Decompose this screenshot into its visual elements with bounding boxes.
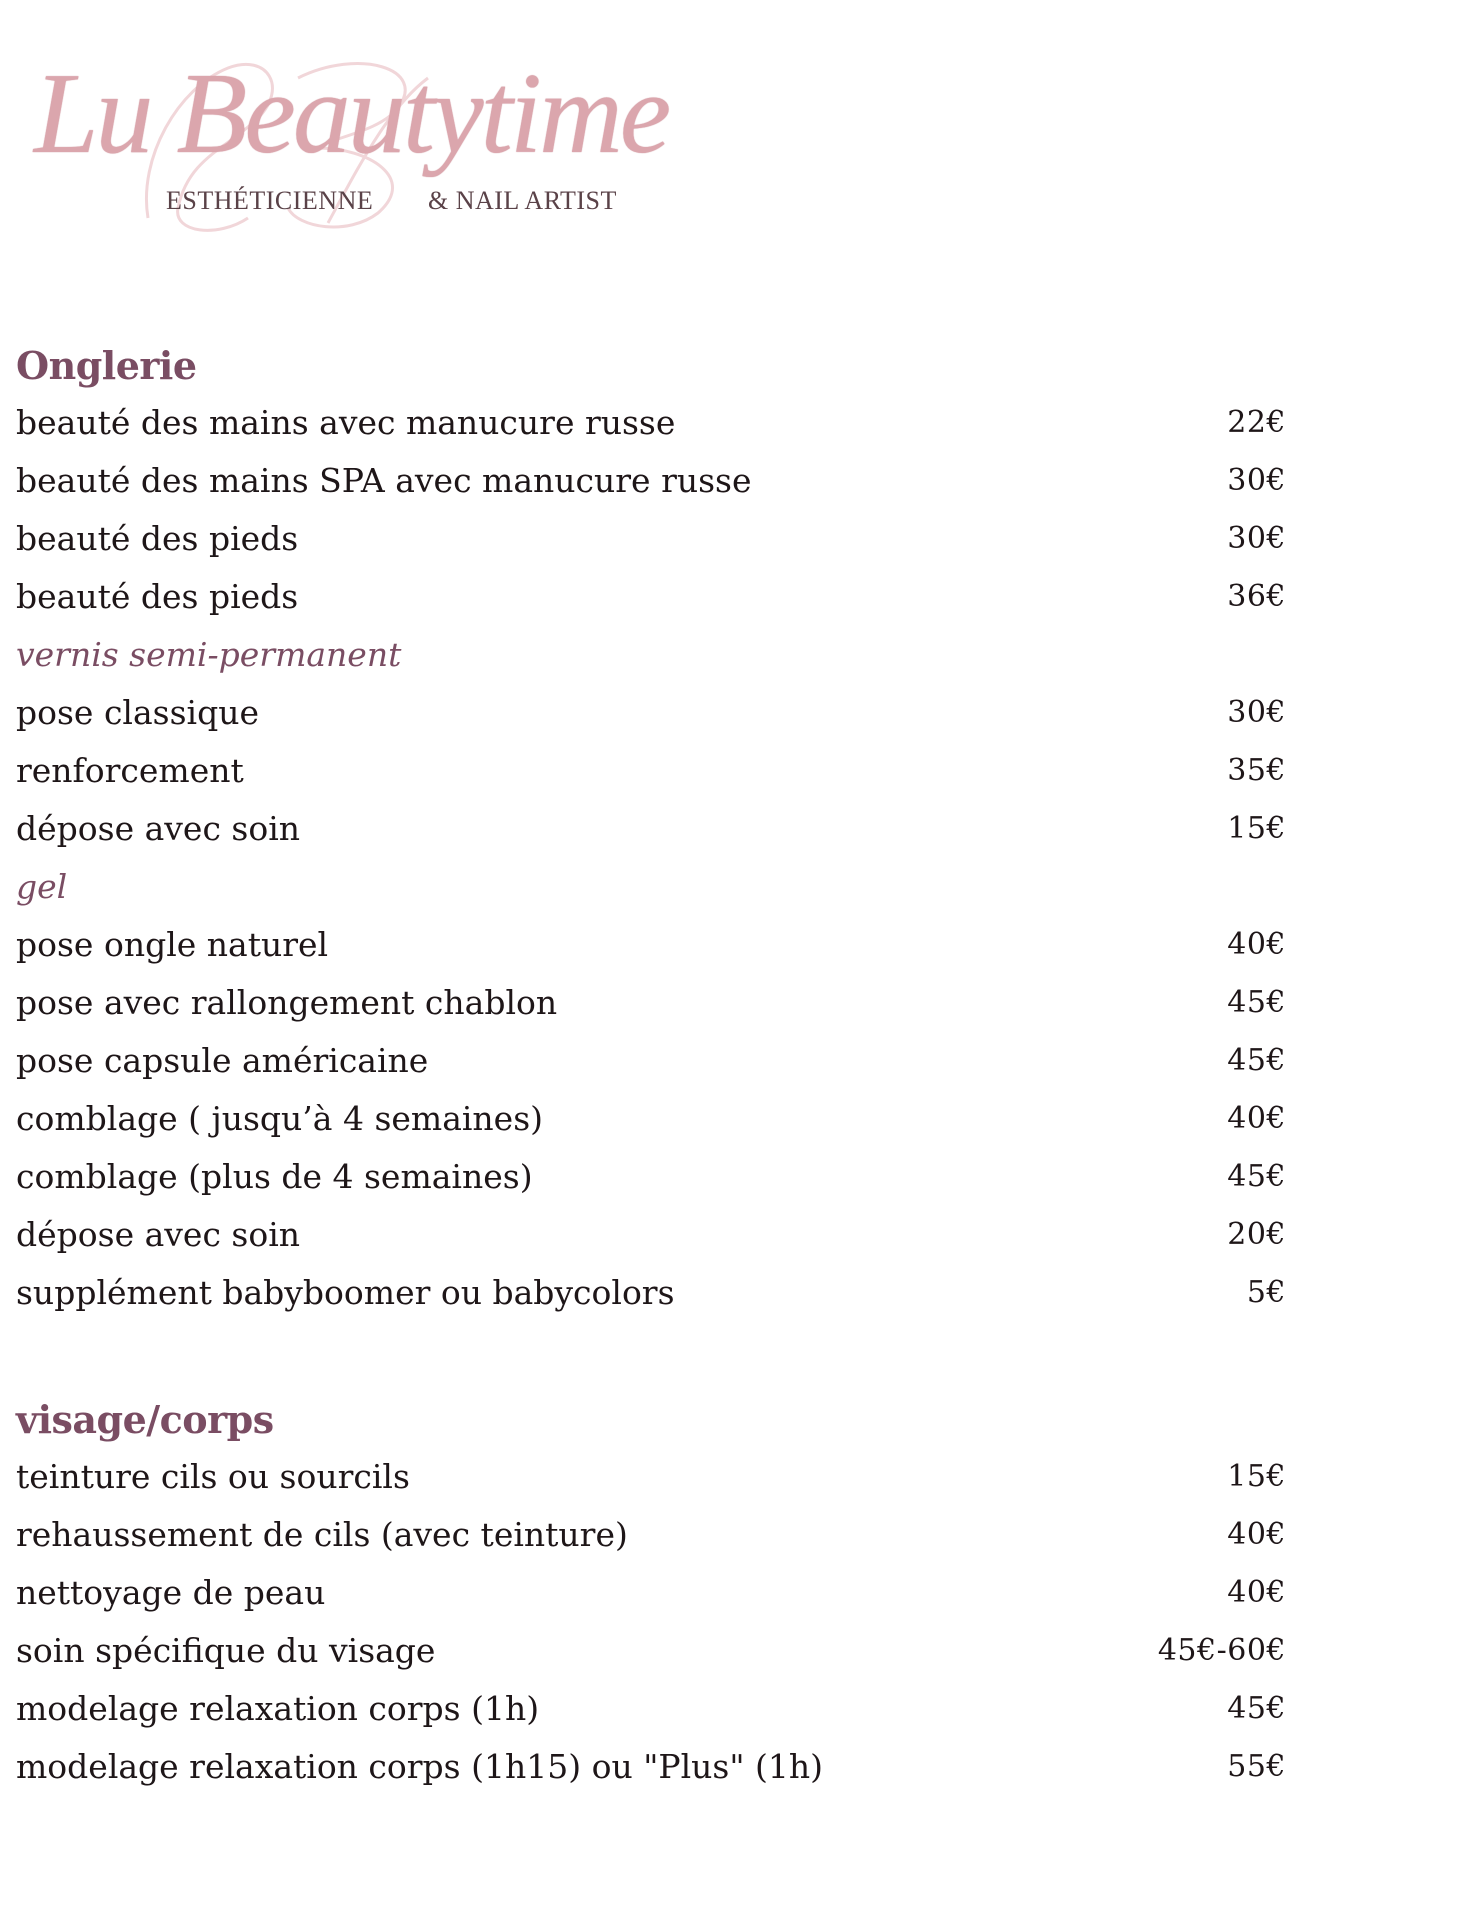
item-label: renforcement (16, 751, 244, 790)
brand-script: Lu Beautytime (34, 50, 669, 178)
item-label: modelage relaxation corps (1h) (16, 1689, 540, 1728)
item-label: supplément babyboomer ou babycolors (16, 1273, 675, 1312)
item-label: dépose avec soin (16, 1215, 301, 1254)
list-item (16, 1622, 1286, 1680)
item-price: 30€ (1227, 463, 1286, 498)
item-price: 55€ (1227, 1749, 1286, 1784)
item-price: 45€ (1227, 1159, 1286, 1194)
list-item (16, 1506, 1286, 1564)
list-item (16, 1680, 1286, 1738)
brand-subtitle-left: ESTHÉTICIENNE (166, 186, 374, 215)
list-item (16, 916, 1286, 974)
item-label: pose ongle naturel (16, 925, 329, 964)
section-title-visage-corps: visage/corps (16, 1397, 274, 1442)
list-item (16, 1738, 1286, 1796)
item-label: beauté des mains SPA avec manucure russe (16, 461, 752, 500)
list-item (16, 1148, 1286, 1206)
item-label: dépose avec soin (16, 809, 301, 848)
item-price: 35€ (1227, 753, 1286, 788)
list-item (16, 1206, 1286, 1264)
item-label: beauté des pieds (16, 577, 299, 616)
item-price: 40€ (1227, 927, 1286, 962)
brand-subtitle-right: & NAIL ARTIST (428, 186, 617, 215)
item-price: 40€ (1227, 1517, 1286, 1552)
section-divider (16, 1322, 1286, 1392)
item-price: 45€ (1227, 1043, 1286, 1078)
item-label: rehaussement de cils (avec teinture) (16, 1515, 628, 1554)
item-price: 40€ (1227, 1575, 1286, 1610)
list-item (16, 568, 1286, 626)
item-label: pose capsule américaine (16, 1041, 429, 1080)
item-price: 20€ (1227, 1217, 1286, 1252)
brand-logo (28, 48, 669, 238)
item-label: soin spécifique du visage (16, 1631, 436, 1670)
list-item (16, 1032, 1286, 1090)
item-label: beauté des mains avec manucure russe (16, 403, 676, 442)
list-item (16, 394, 1286, 452)
item-price: 45€-60€ (1157, 1633, 1286, 1668)
section-title-onglerie: Onglerie (16, 343, 197, 388)
list-item (16, 974, 1286, 1032)
list-item (16, 510, 1286, 568)
item-label: pose classique (16, 693, 259, 732)
item-label: beauté des pieds (16, 519, 299, 558)
item-price: 30€ (1227, 521, 1286, 556)
list-item (16, 452, 1286, 510)
item-price: 40€ (1227, 1101, 1286, 1136)
item-label: pose avec rallongement chablon (16, 983, 558, 1022)
list-item (16, 1448, 1286, 1506)
item-label: comblage (plus de 4 semaines) (16, 1157, 533, 1196)
subsection-title-gel: gel (16, 867, 68, 906)
item-label: teinture cils ou sourcils (16, 1457, 410, 1496)
price-list (16, 338, 1286, 1796)
item-price: 15€ (1227, 811, 1286, 846)
list-item (16, 1090, 1286, 1148)
item-price: 15€ (1227, 1459, 1286, 1494)
item-price: 45€ (1227, 985, 1286, 1020)
item-price: 36€ (1227, 579, 1286, 614)
item-label: comblage ( jusqu’à 4 semaines) (16, 1099, 544, 1138)
item-price: 30€ (1227, 695, 1286, 730)
list-item (16, 742, 1286, 800)
item-price: 5€ (1246, 1275, 1286, 1310)
list-item (16, 684, 1286, 742)
subsection-title-vernis: vernis semi-permanent (16, 635, 402, 674)
list-item (16, 1264, 1286, 1322)
list-item (16, 1564, 1286, 1622)
item-price: 22€ (1227, 405, 1286, 440)
item-label: modelage relaxation corps (1h15) ou "Plus" (1h) (16, 1747, 823, 1786)
item-price: 45€ (1227, 1691, 1286, 1726)
list-item (16, 800, 1286, 858)
item-label: nettoyage de peau (16, 1573, 326, 1612)
